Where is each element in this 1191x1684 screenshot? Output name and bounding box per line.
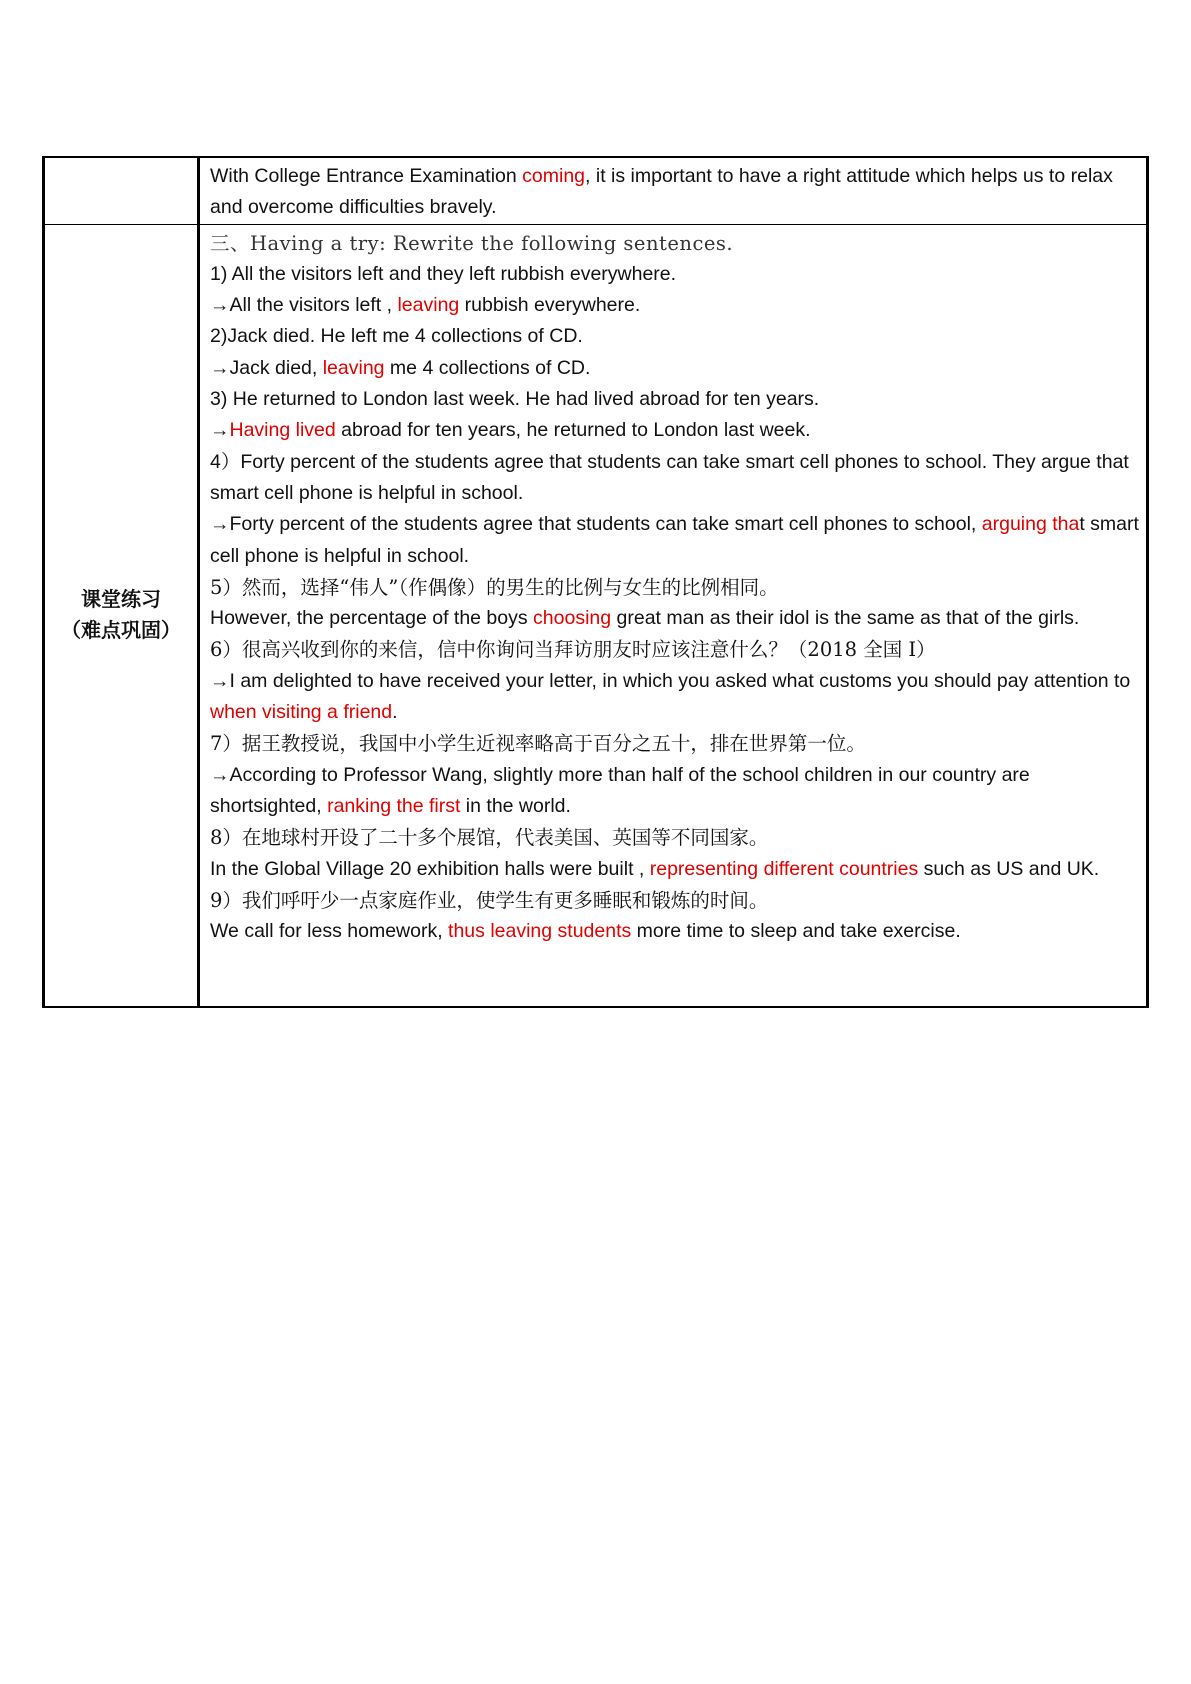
- intro-cell: [199, 157, 1148, 224]
- answer-2: →Jack died, leaving me 4 collections of CD.: [210, 356, 591, 379]
- answer-1: →All the visitors left , leaving rubbish everywhere.: [210, 294, 641, 317]
- answer-6-line-1: →I am delighted to have received your letter, in which you asked what customs you should pay attention to: [210, 669, 1131, 692]
- question-4-line-1: 4）Forty percent of the students agree that students can take smart cell phones to school. They argue that: [210, 450, 1129, 473]
- question-6: 6）很高兴收到你的来信，信中你询问当拜访朋友时应该注意什么？（2018 全国 I）: [210, 638, 936, 662]
- question-8: 8）在地球村开设了二十多个展馆，代表美国、英国等不同国家。: [210, 826, 769, 850]
- answer-6-line-2: when visiting a friend.: [210, 701, 398, 724]
- table-row: [44, 224, 1148, 1007]
- question-3: 3) He returned to London last week. He had lived abroad for ten years.: [210, 388, 820, 411]
- answer-7-line-1: →According to Professor Wang, slightly more than half of the school children in our country are: [210, 763, 1030, 786]
- question-7: 7）据王教授说，我国中小学生近视率略高于百分之五十，排在世界第一位。: [210, 732, 866, 756]
- answer-4-line-2: cell phone is helpful in school.: [210, 544, 470, 567]
- question-5: 5）然而，选择“伟人”（作偶像）的男生的比例与女生的比例相同。: [210, 575, 779, 599]
- answer-7-line-2: shortsighted, ranking the first in the world.: [210, 794, 571, 817]
- exercise-heading: 三、Having a try: Rewrite the following sentences.: [210, 231, 734, 255]
- question-1: 1) All the visitors left and they left rubbish everywhere.: [210, 262, 677, 285]
- section-label-cell: [44, 224, 199, 1007]
- empty-label-cell: [44, 157, 199, 224]
- question-4-line-2: smart cell phone is helpful in school.: [210, 481, 524, 504]
- intro-line-2: and overcome difficulties bravely.: [210, 196, 497, 219]
- question-2: 2)Jack died. He left me 4 collections of CD.: [210, 325, 583, 348]
- answer-9: We call for less homework, thus leaving students more time to sleep and take exercise.: [210, 920, 961, 943]
- section-label-line-1: 课堂练习: [81, 587, 161, 612]
- question-9: 9）我们呼吁少一点家庭作业，使学生有更多睡眠和锻炼的时间。: [210, 888, 769, 912]
- table-row: [44, 157, 1148, 224]
- section-label-line-2: （难点巩固）: [61, 618, 181, 643]
- answer-5: However, the percentage of the boys choosing great man as their idol is the same as that of the girls.: [210, 607, 1080, 630]
- worksheet-table: [42, 156, 1149, 1008]
- intro-line-1: With College Entrance Examination coming, it is important to have a right attitude which helps us to relax: [210, 165, 1113, 187]
- answer-8: In the Global Village 20 exhibition halls were built , representing different countries such as US and UK.: [210, 857, 1100, 880]
- exercise-cell: [199, 224, 1148, 1007]
- answer-4-line-1: →Forty percent of the students agree that students can take smart cell phones to school, arguing that smart: [210, 513, 1139, 536]
- answer-3: →Having lived abroad for ten years, he returned to London last week.: [210, 419, 811, 442]
